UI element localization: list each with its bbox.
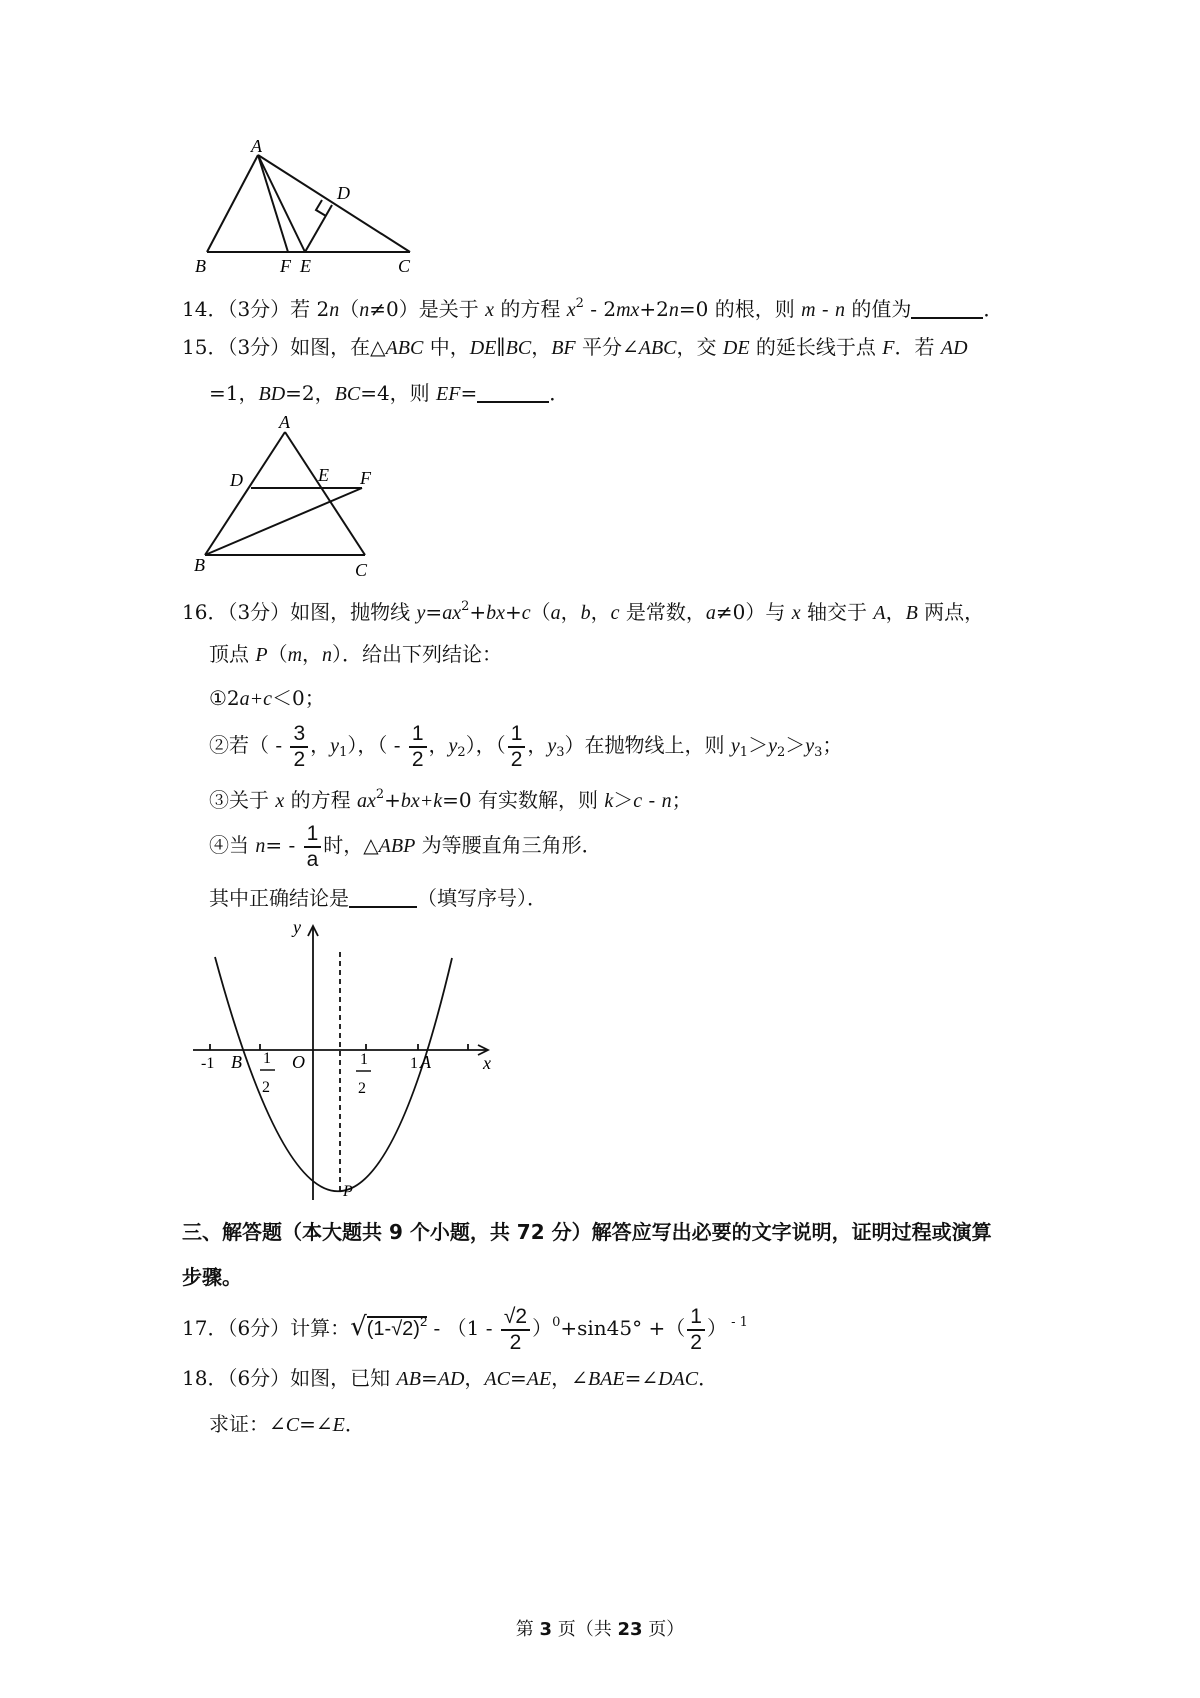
parabola-figure xyxy=(190,915,500,1205)
question-16-ask: 其中正确结论是 （填写序号）． xyxy=(209,886,547,910)
question-18: 18．（6分）如图，已知 AB=AD，AC=AE，∠BAE=∠DAC． xyxy=(182,1366,719,1390)
answer-blank[interactable] xyxy=(477,383,549,403)
label-F: F xyxy=(280,256,291,276)
triangle-figure-q15 xyxy=(190,410,390,585)
answer-blank[interactable] xyxy=(911,299,983,319)
conclusion-4: ④当 n= - $\frac{1}{a}$ 时，△ABP 为等腰直角三角形． xyxy=(209,821,602,871)
label-C: C xyxy=(355,560,368,580)
label-B: B xyxy=(231,1052,242,1072)
answer-blank[interactable] xyxy=(349,888,417,908)
conclusion-2: ②若（ - $\frac{3}{2}$ ，$y_1$），（ - $\frac{1}{2}$ ，$y_2$），（ $\frac{1}{2}$ ，$y_3$）在抛物线上，则 $y_1>y_2>y_3$； xyxy=(209,721,843,771)
question-14: 14．（3分）若 2n（n≠0）是关于 x 的方程 $x^2 - 2mx+2n=0$ 的根，则 m - n 的值为 ． xyxy=(182,296,1004,321)
label-B: B xyxy=(195,256,206,276)
axis-label-x: x xyxy=(483,1053,491,1073)
label-A: A xyxy=(420,1052,431,1072)
label-D: D xyxy=(230,470,243,490)
question-16-line1: 16．（3分）如图，抛物线 $y=ax^2+bx+c(a$，b，c 是常数，a≠0）与 x 轴交于 A，B 两点， xyxy=(182,599,985,624)
page-footer: 第 3 页（共 23 页） xyxy=(515,1619,685,1640)
label-P: P xyxy=(343,1183,353,1200)
conclusion-3: ③关于 x 的方程 $ax^2+bx+k=0$ 有实数解，则 k＞c - n； xyxy=(209,787,692,812)
label-O: O xyxy=(292,1052,305,1072)
section-3-heading: 三、解答题（本大题共 9 个小题，共 72 分）解答应写出必要的文字说明，证明过程或演算 xyxy=(182,1220,992,1244)
question-18-prove: 求证：∠C=∠E． xyxy=(209,1412,365,1436)
tick-half-num: 1 xyxy=(360,1051,368,1068)
label-D: D xyxy=(337,183,350,203)
axis-label-y: y xyxy=(293,917,301,937)
label-A: A xyxy=(279,412,290,432)
question-17: 17．（6分）计算：$√(1-√2)^2 - (1$ - $\frac{√2}{2}$ ）$^0$+sin45° +（ $\frac{1}{2}$ ） $^{- 1}$ xyxy=(182,1304,748,1354)
question-15-line1: 15．（3分）如图，在△ABC 中，DE∥BC，BF 平分∠ABC，交 DE 的延长线于点 F．若 AD xyxy=(182,335,968,359)
conclusion-1: ①2a+c＜0； xyxy=(209,686,325,710)
label-E: E xyxy=(318,465,329,485)
triangle-figure-q13 xyxy=(195,136,455,278)
label-A: A xyxy=(251,136,262,156)
question-16-line2: 顶点 P（m，n）．给出下列结论： xyxy=(209,642,503,666)
section-3-heading-cont: 步骤。 xyxy=(182,1265,242,1289)
label-F: F xyxy=(360,468,371,488)
tick-neg-half-den: 2 xyxy=(262,1079,270,1096)
label-B: B xyxy=(194,555,205,575)
label-C: C xyxy=(398,256,411,276)
radical-sign: √ xyxy=(350,1312,367,1342)
question-15-line2: =1，BD=2，BC=4，则 EF= ． xyxy=(209,381,570,405)
tick-neg-half-num: 1 xyxy=(263,1050,271,1067)
tick-half-den: 2 xyxy=(358,1080,366,1097)
label-E: E xyxy=(300,256,311,276)
tick-minus-one: -1 xyxy=(201,1055,215,1072)
tick-one: 1 xyxy=(410,1055,418,1072)
